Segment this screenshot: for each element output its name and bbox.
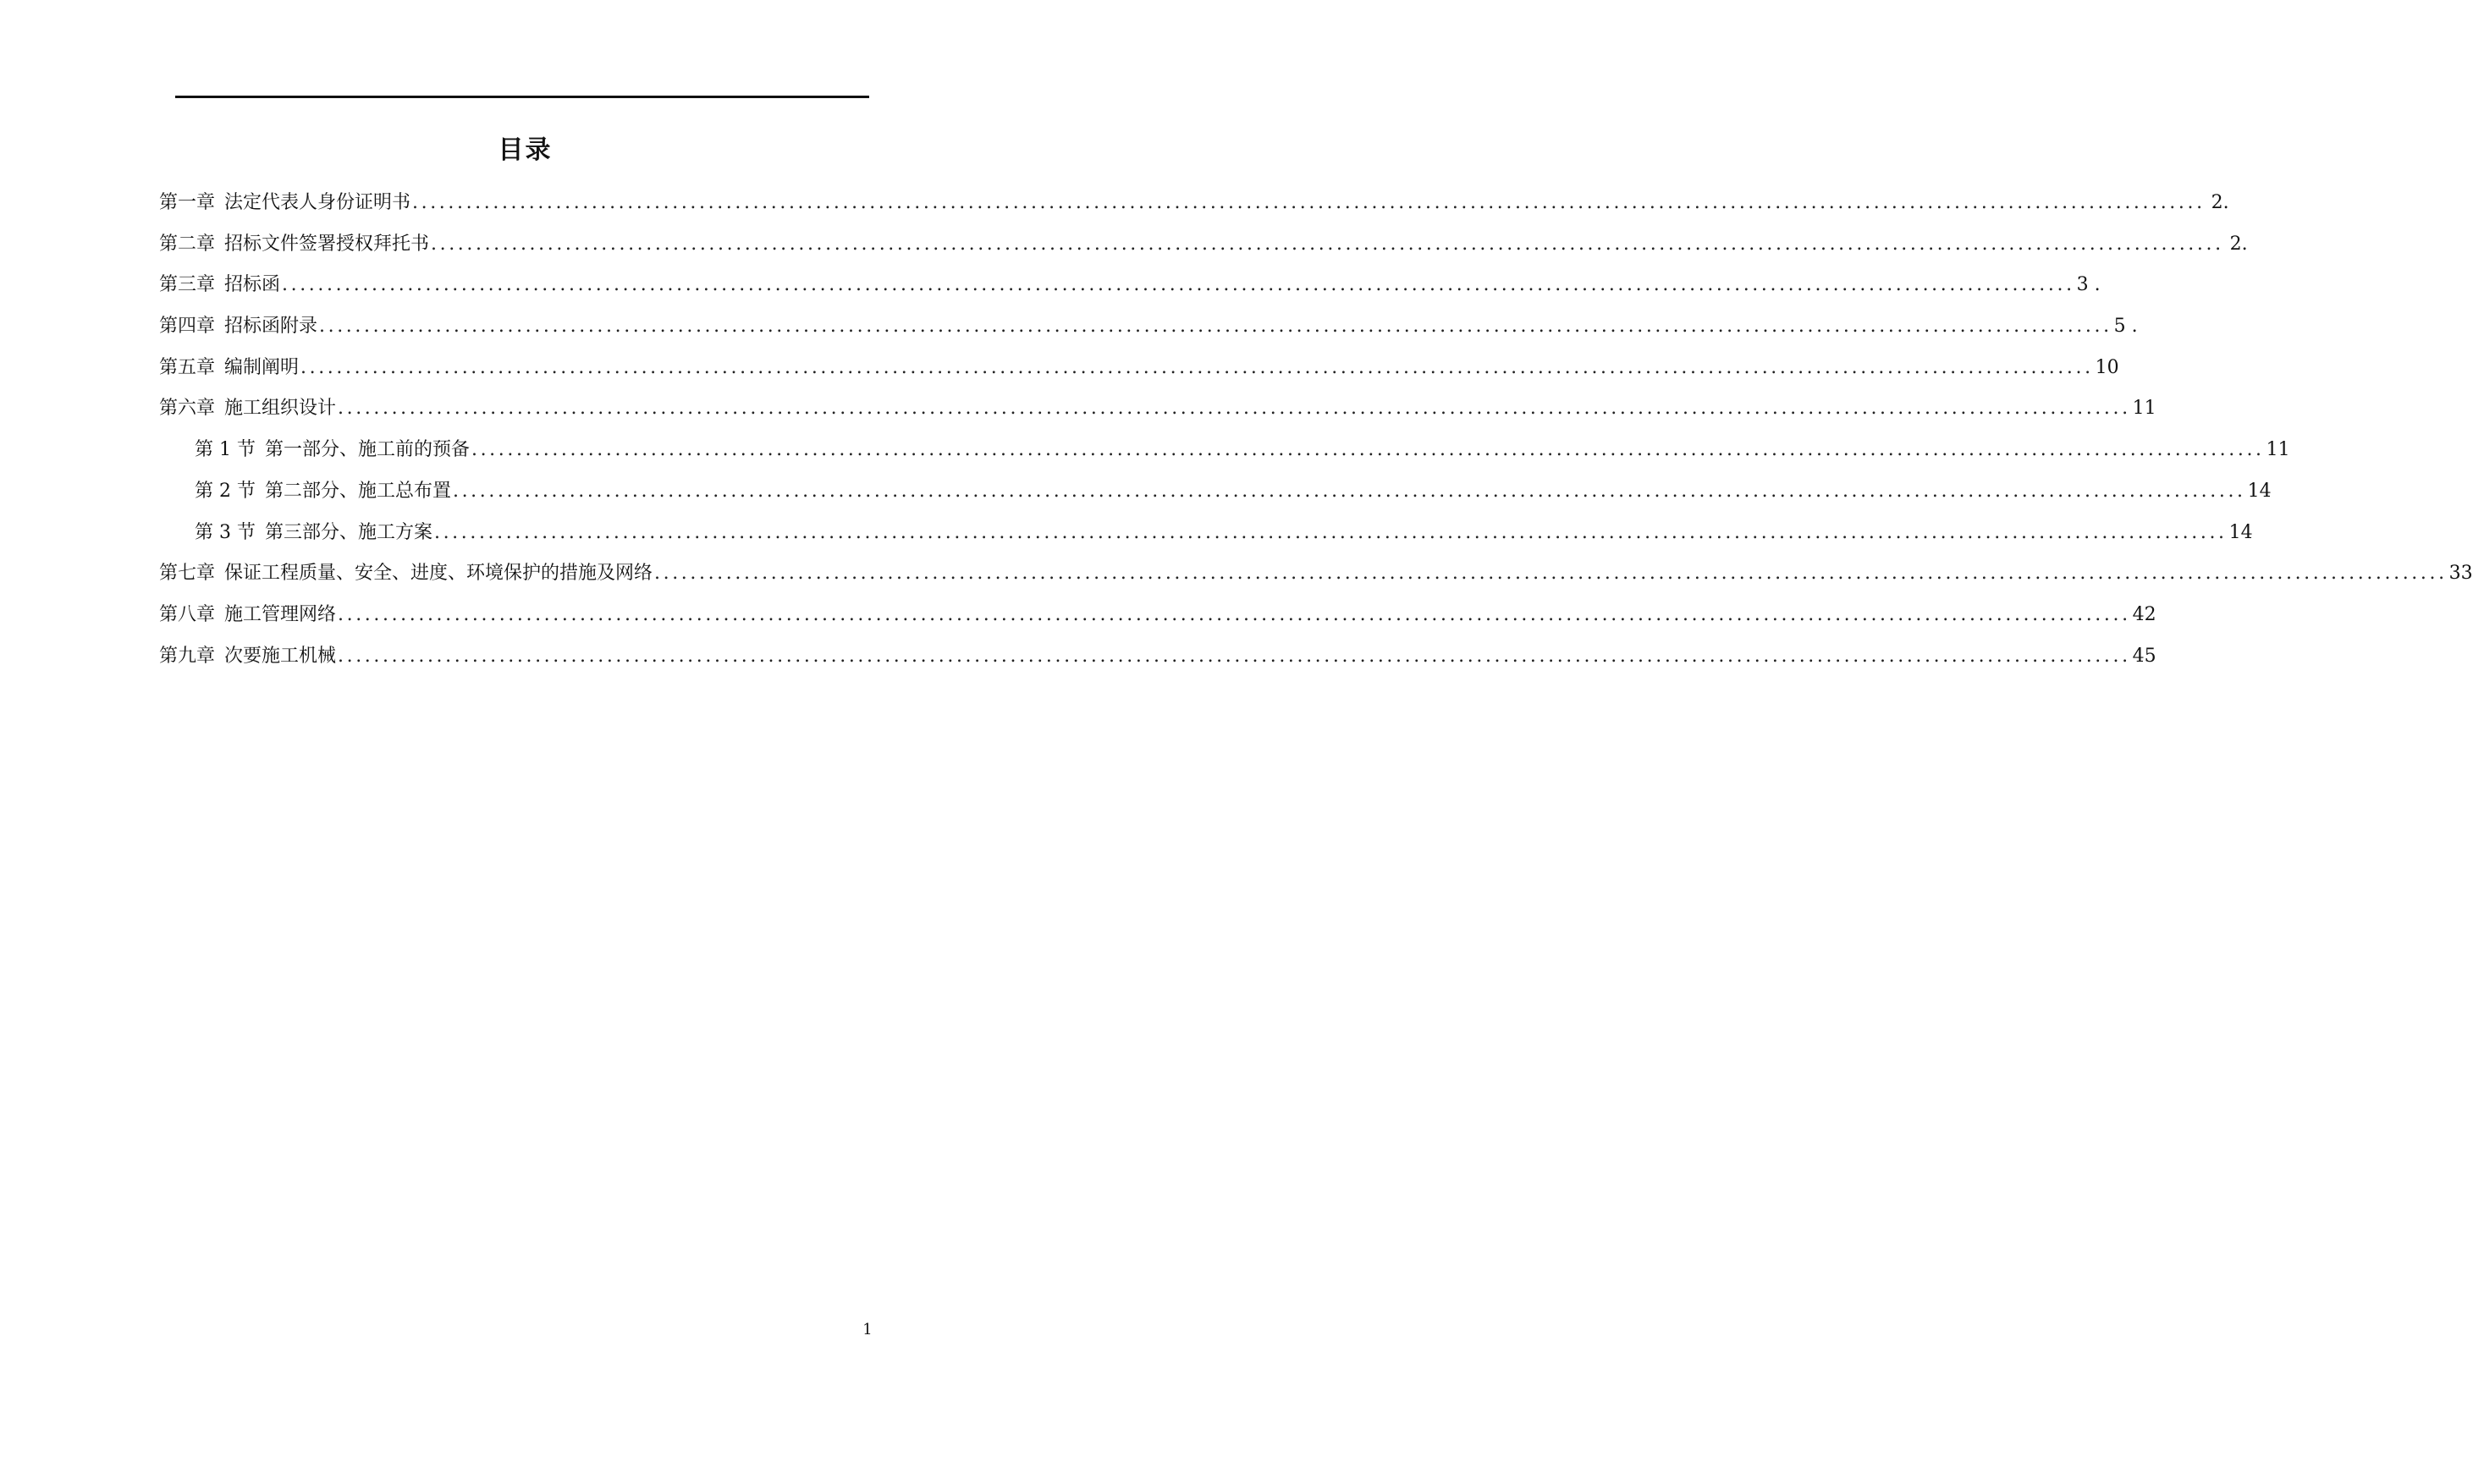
toc-entry-number: 第三章 [159,274,216,296]
toc-entry-title: 招标函 [224,274,281,296]
toc-entry-number: 第六章 [159,398,216,420]
toc-entry-chapter-4[interactable] [159,306,2138,348]
toc-entry-chapter-3[interactable] [159,265,2101,306]
toc-entry-number: 第四章 [159,316,216,338]
toc-entry-label [159,553,653,595]
toc-entry-title: 招标函附录 [224,316,318,338]
toc-entry-page: 14 [2228,521,2253,543]
toc-dot-leader: ........................................................................................................................................................................................................ [338,645,2131,667]
toc-dot-leader: ........................................................................................................................................................................................................ [412,192,2206,213]
toc-entry-number: 第五章 [159,356,216,378]
toc-entry-page: 2. [2211,192,2229,213]
toc-entry-label [195,471,451,513]
toc-entry-page: 2. [2229,233,2248,255]
toc-entry-number: 第一章 [159,192,216,213]
toc-entry-number: 第七章 [159,563,216,585]
toc-entry-title: 第三部分、施工方案 [264,521,432,543]
toc-entry-chapter-2[interactable] [159,224,2248,266]
header-rule [175,96,869,98]
toc-entry-number: 第 1 节 [195,439,256,461]
toc-entry-label [159,183,410,224]
toc-entry-chapter-1[interactable] [159,183,2229,224]
toc-entry-title: 编制阐明 [224,356,300,378]
toc-entry-title: 保证工程质量、安全、进度、环境保护的措施及网络 [224,563,653,585]
toc-entry-title: 法定代表人身份证明书 [224,192,411,213]
toc-dot-leader: ........................................................................................................................................................................................................ [434,521,2228,543]
toc-entry-chapter-6[interactable] [159,388,2156,430]
toc-dot-leader: ........................................................................................................................................................................................................ [338,398,2131,420]
toc-entry-label [159,265,280,306]
toc-entry-chapter-9[interactable] [159,636,2156,678]
toc-entry-label [159,224,429,266]
toc-entry-section-1[interactable] [159,430,2290,471]
toc-entry-title: 次要施工机械 [224,645,337,667]
toc-entry-label [195,430,470,471]
toc-entry-page: 10 [2095,356,2119,378]
page-number: 1 [862,1321,873,1338]
toc-entry-page: 45 [2132,645,2156,667]
toc-dot-leader: ........................................................................................................................................................................................................ [453,480,2246,502]
toc-entry-number: 第二章 [159,233,216,255]
toc-entry-chapter-8[interactable] [159,595,2156,636]
toc-entry-page: 11 [2132,398,2156,420]
toc-entry-section-3[interactable] [159,513,2253,554]
toc-entry-title: 第二部分、施工总布置 [264,480,451,502]
toc-entry-page: 14 [2247,480,2272,502]
toc-entry-title: 施工组织设计 [224,398,337,420]
toc-entry-page: 33 [2448,563,2473,585]
toc-entry-label [159,595,336,636]
toc-entry-page: 5 . [2113,316,2138,338]
toc-entry-label [195,513,432,554]
toc-title: 目录 [498,135,553,165]
toc-entry-title: 招标文件签署授权拜托书 [224,233,430,255]
toc-entry-label [159,306,317,348]
toc-dot-leader: ........................................................................................................................................................................................................ [319,316,2112,338]
toc-entry-number: 第八章 [159,603,216,625]
toc-dot-leader: ........................................................................................................................................................................................................ [654,563,2448,585]
toc-entry-chapter-7[interactable] [159,553,2473,595]
toc-entry-label [159,636,336,678]
toc-entry-title: 第一部分、施工前的预备 [264,439,470,461]
toc-entry-number: 第 3 节 [195,521,256,543]
toc-dot-leader: ........................................................................................................................................................................................................ [282,274,2075,296]
toc-entry-title: 施工管理网络 [224,603,337,625]
toc-entry-label [159,348,299,389]
toc-entry-page: 42 [2132,603,2156,625]
toc-entry-section-2[interactable] [159,471,2272,513]
toc-dot-leader: ........................................................................................................................................................................................................ [431,233,2224,255]
toc-list [159,183,2473,677]
toc-entry-page: 3 . [2076,274,2101,296]
toc-dot-leader: ........................................................................................................................................................................................................ [338,603,2131,625]
toc-entry-chapter-5[interactable] [159,348,2119,389]
toc-dot-leader: ........................................................................................................................................................................................................ [300,356,2094,378]
toc-entry-page: 11 [2266,439,2290,461]
toc-entry-label [159,388,336,430]
toc-dot-leader: ........................................................................................................................................................................................................ [471,439,2265,461]
toc-entry-number: 第 2 节 [195,480,256,502]
toc-entry-number: 第九章 [159,645,216,667]
